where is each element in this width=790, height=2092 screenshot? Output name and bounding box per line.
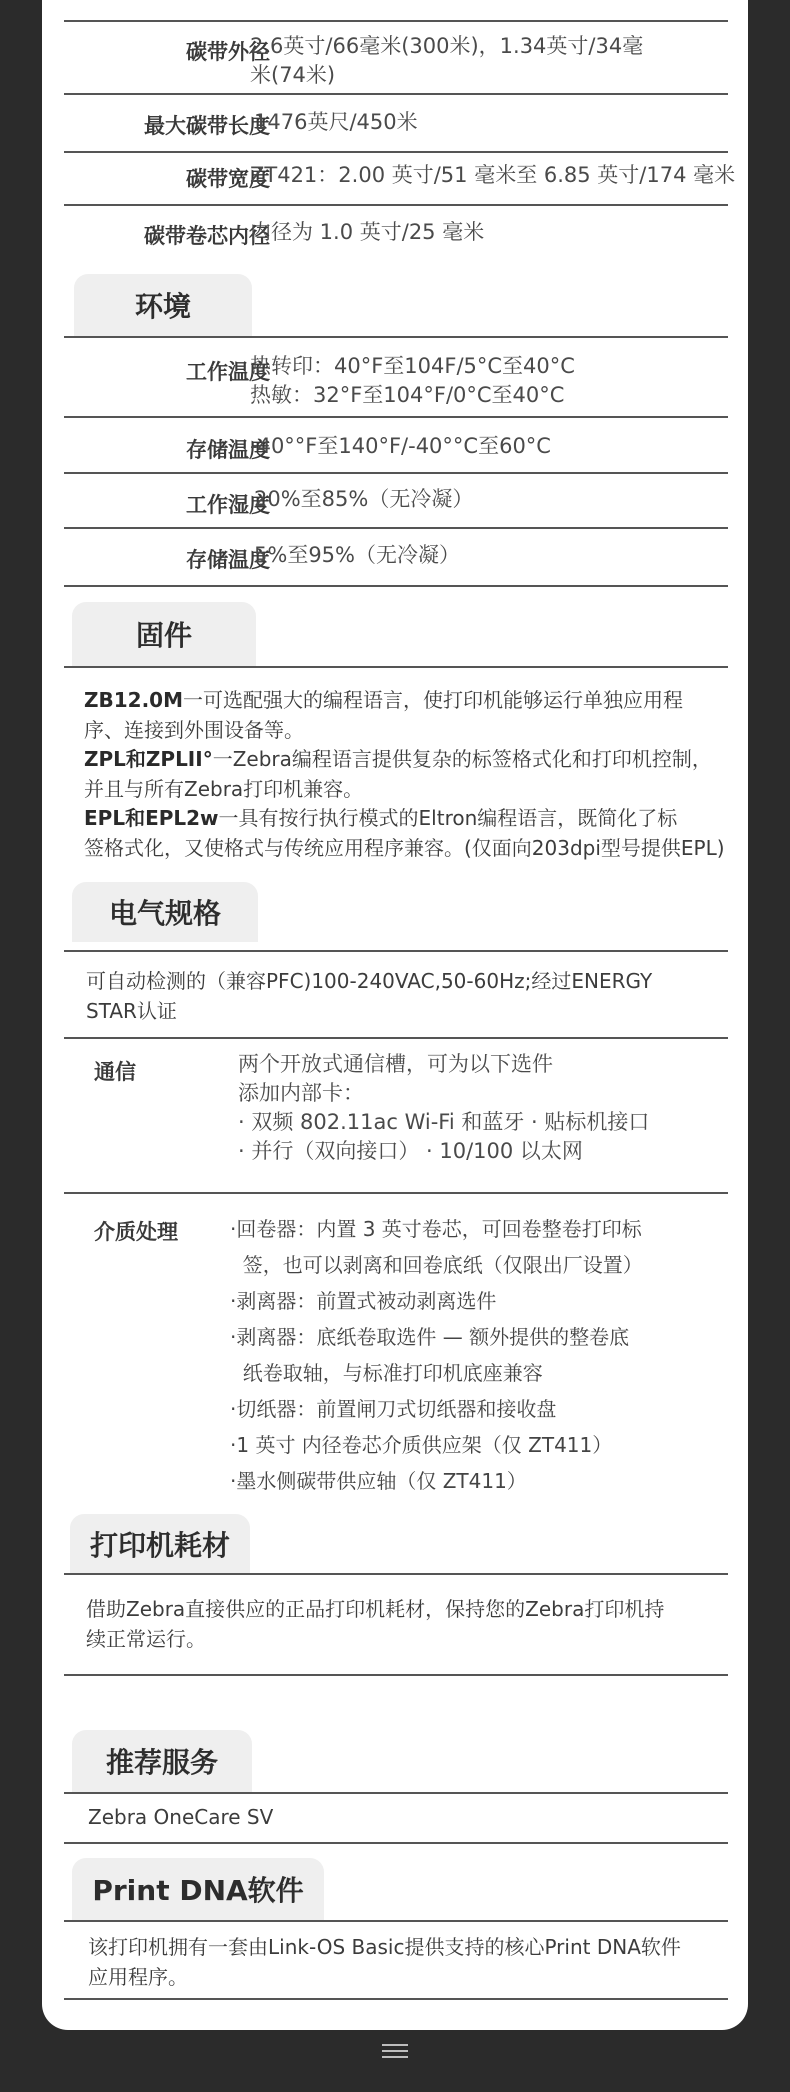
supplies-line: 借助Zebra直接供应的正品打印机耗材，保持您的Zebra打印机持 (86, 1597, 665, 1621)
row-label-ribbon-core: 碳带卷芯内径 (144, 224, 270, 248)
row-value-max-ribbon-length: 1476英尺/450米 (254, 110, 418, 134)
row-label-communication: 通信 (94, 1060, 136, 1084)
firmware-paragraph-zpl (84, 744, 724, 804)
media-line: ·1 英寸 内径卷芯介质供应架（仅 ZT411） (230, 1433, 613, 1457)
value-line: 热敏：32°F至104°F/0°C至40°C (250, 383, 565, 407)
divider (64, 93, 728, 95)
power-line: 可自动检测的（兼容PFC)100-240VAC,50-60Hz;经过ENERGY (86, 969, 653, 993)
divider (64, 1792, 728, 1794)
row-value-ribbon-width: ZT421：2.00 英寸/51 毫米至 6.85 英寸/174 毫米 (250, 163, 736, 187)
row-label-operating-temp: 工作温度 (186, 360, 270, 384)
power-spec (86, 966, 726, 1026)
row-value-communication (238, 1050, 649, 1166)
menu-icon[interactable] (382, 2044, 408, 2058)
firmware-bold-term: ZB12.0M (84, 688, 183, 712)
comm-line: 两个开放式通信槽，可为以下选件 (238, 1052, 553, 1076)
row-value-operating-humidity: 20%至85%（无冷凝） (254, 487, 474, 511)
row-label-storage-humidity: 存储温度 (186, 548, 270, 572)
media-line: ·切纸器：前置闸刀式切纸器和接收盘 (230, 1397, 557, 1421)
divider (64, 20, 728, 22)
firmware-text: 一可选配强大的编程语言，使打印机能够运行单独应用程 (183, 688, 683, 712)
firmware-line: 序、连接到外围设备等。 (84, 718, 304, 742)
row-label-ribbon-width: 碳带宽度 (186, 167, 270, 191)
firmware-paragraph-epl (84, 803, 724, 863)
row-value-storage-temp: -40°°F至140°F/-40°°C至60°C (250, 434, 551, 458)
media-line: ·剥离器：底纸卷取选件 — 额外提供的整卷底 (230, 1325, 630, 1349)
firmware-line: 并且与所有Zebra打印机兼容。 (84, 777, 364, 801)
media-line: 纸卷取轴，与标准打印机底座兼容 (230, 1361, 543, 1385)
row-value-ribbon-core: 内径为 1.0 英寸/25 毫米 (250, 220, 485, 244)
section-title-firmware: 固件 (72, 602, 256, 666)
menu-icon-bar (382, 2050, 408, 2052)
section-title-electrical: 电气规格 (72, 882, 258, 942)
print-dna-text (88, 1932, 728, 1992)
section-title-supplies: 打印机耗材 (70, 1514, 250, 1574)
menu-icon-bar (382, 2056, 408, 2058)
firmware-bold-term: ZPL和ZPLII° (84, 747, 213, 771)
comm-line: · 双频 802.11ac Wi-Fi 和蓝牙 · 贴标机接口 (238, 1110, 650, 1134)
row-label-media-handling: 介质处理 (94, 1220, 178, 1244)
divider (64, 1842, 728, 1844)
divider (64, 1998, 728, 2000)
firmware-text: 一Zebra编程语言提供复杂的标签格式化和打印机控制， (212, 747, 712, 771)
divider (64, 1192, 728, 1194)
row-label-max-ribbon-length: 最大碳带长度 (144, 114, 270, 138)
row-label-ribbon-od: 碳带外径 (186, 40, 270, 64)
spec-sheet-card (42, 0, 748, 2030)
menu-icon-bar (382, 2044, 408, 2046)
divider (64, 416, 728, 418)
media-line: ·回卷器：内置 3 英寸卷芯，可回卷整卷打印标 (230, 1217, 642, 1241)
supplies-text (86, 1594, 726, 1654)
section-title-environment: 环境 (74, 274, 252, 336)
comm-line: 添加内部卡： (238, 1081, 364, 1105)
media-line: 签，也可以剥离和回卷底纸（仅限出厂设置） (230, 1253, 643, 1277)
power-line: STAR认证 (86, 999, 177, 1023)
print-dna-line: 该打印机拥有一套由Link-OS Basic提供支持的核心Print DNA软件 (88, 1935, 681, 1959)
divider (64, 950, 728, 952)
value-line: 米(74米) (250, 63, 336, 87)
divider (64, 1674, 728, 1676)
divider (64, 204, 728, 206)
firmware-line (84, 744, 724, 774)
divider (64, 1573, 728, 1575)
section-title-services: 推荐服务 (72, 1730, 252, 1792)
media-handling-list (230, 1211, 643, 1499)
divider (64, 666, 728, 668)
divider (64, 585, 728, 587)
divider (64, 472, 728, 474)
comm-line: · 并行（双向接口） · 10/100 以太网 (238, 1139, 583, 1163)
row-label-operating-humidity: 工作湿度 (186, 493, 270, 517)
services-text: Zebra OneCare SV (88, 1805, 274, 1829)
value-line: 2.6英寸/66毫米(300米)，1.34英寸/34毫 (250, 34, 644, 58)
firmware-line: 签格式化，又使格式与传统应用程序兼容。(仅面向203dpi型号提供EPL) (84, 836, 725, 860)
divider (64, 336, 728, 338)
row-value-operating-temp (250, 352, 575, 410)
firmware-bold-term: EPL和EPL2w (84, 806, 219, 830)
value-line: 热转印：40°F至104F/5°C至40°C (250, 354, 575, 378)
print-dna-line: 应用程序。 (88, 1965, 188, 1989)
section-title-print-dna: Print DNA软件 (72, 1858, 324, 1920)
media-line: ·剥离器：前置式被动剥离选件 (230, 1289, 497, 1313)
row-value-ribbon-od (250, 32, 643, 90)
divider (64, 1037, 728, 1039)
divider (64, 1920, 728, 1922)
firmware-text: 一具有按行执行模式的Eltron编程语言，既简化了标 (218, 806, 678, 830)
row-label-storage-temp: 存储温度 (186, 438, 270, 462)
divider (64, 527, 728, 529)
supplies-line: 续正常运行。 (86, 1627, 206, 1651)
row-value-storage-humidity: 5%至95%（无冷凝） (254, 543, 460, 567)
firmware-line (84, 803, 724, 833)
divider (64, 151, 728, 153)
media-line: ·墨水侧碳带供应轴（仅 ZT411） (230, 1469, 527, 1493)
firmware-line (84, 685, 724, 715)
firmware-paragraph-zbi (84, 685, 724, 745)
